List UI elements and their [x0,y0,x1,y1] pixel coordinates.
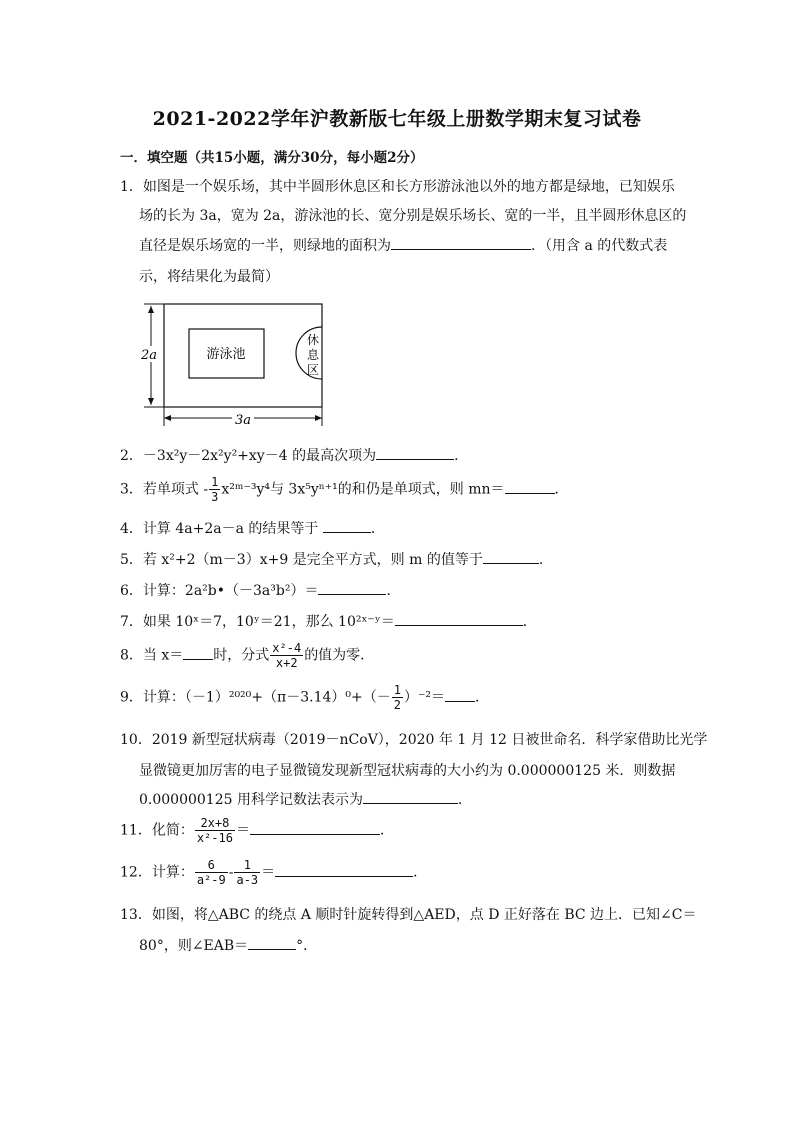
page-title: 2021-2022学年沪教新版七年级上册数学期末复习试卷 [152,108,642,130]
question-5: 5．若 x²+2（m－3）x+9 是完全平方式，则 m 的值等于 ． [120,552,553,568]
question-10-line-3: 0.000000125 用科学记数法表示为 ． [139,792,472,808]
question-13: 13．如图，将△ABC 的绕点 A 顺时针旋转得到△AED，点 D 正好落在 BC 边上．已知∠C＝ [120,907,697,923]
question-1-line-4: 示，将结果化为最简） [139,269,279,285]
question-1-line-3: 直径是娱乐场宽的一半，则绿地的面积为 ．（用含 a 的代数式表 [139,238,668,254]
answer-blank[interactable] [363,791,458,804]
question-1-line-2: 场的长为 3a，宽为 2a，游泳池的长、宽分别是娱乐场长、宽的一半，且半圆形休息区的 [139,208,687,224]
question-11: 11．化简： $\frac{2x+8}{\text{x²-16}}$ ＝ ． [120,816,394,845]
question-9: 9．计算：（－1）²⁰²⁰+（π－3.14）⁰+（－ $\frac{1}{2}$ ）⁻²＝ ． [120,683,489,712]
answer-blank[interactable] [395,613,523,626]
answer-blank[interactable] [275,864,413,877]
answer-blank[interactable] [323,520,371,533]
answer-blank[interactable] [250,822,380,835]
arrow-up-icon [148,306,154,313]
question-10-line-2: 显微镜更加厉害的电子显微镜发现新型冠状病毒的大小约为 0.000000125 米．则数据 [139,763,676,779]
width-label: 2a [140,348,158,363]
amusement-park-figure [136,298,336,432]
answer-blank[interactable] [248,937,296,950]
question-3: 3．若单项式 - $\frac{1}{3}$ x²ᵐ⁻³y⁴与 3x⁵yⁿ⁺¹的和仍是单项式，则 mn＝ ． [120,475,569,504]
question-12: 12．计算： $\frac{6}{\text{a²-9}}$ - $\frac{1}{a-3}$ ＝ ． [120,858,428,887]
arrow-left-icon [164,415,171,421]
rest-label-3: 区 [306,363,320,377]
question-1: 1．如图是一个娱乐场，其中半圆形休息区和长方形游泳池以外的地方都是绿地，已知娱乐 [120,179,675,195]
arrow-right-icon [315,415,322,421]
answer-blank[interactable] [391,237,531,250]
rest-label-2: 息 [306,348,320,362]
question-13-line-2: 80°，则∠EAB＝ °． [139,938,318,954]
question-8: 8．当 x＝ 时，分式 $\frac{\text{x²-4}}{x+2}$ 的值为零． [120,641,375,670]
question-4: 4．计算 4a+2a－a 的结果等于 ． [120,521,385,537]
answer-blank[interactable] [483,551,539,564]
question-number: 1． [120,179,143,195]
section-heading: 一．填空题（共15小题，满分30分，每小题2分） [120,150,424,166]
arrow-down-icon [148,398,154,405]
answer-blank[interactable] [376,447,454,460]
answer-blank[interactable] [318,582,386,595]
question-10: 10．2019 新型冠状病毒（2019－nCoV），2020 年 1 月 12 日被世命名．科学家借助比光学 [120,732,708,748]
question-2: 2．－3x²y－2x²y²+xy－4 的最高次项为 ． [120,448,469,464]
rest-label-1: 休 [306,333,320,347]
question-7: 7．如果 10ˣ＝7，10ʸ＝21，那么 10²ˣ⁻ʸ＝ ． [120,614,537,630]
answer-blank[interactable] [183,647,213,660]
pool-label: 游泳池 [206,347,246,362]
length-label: 3a [234,413,252,428]
question-6: 6．计算：2a²b•（－3a³b²）＝ ． [120,583,401,599]
answer-blank[interactable] [445,689,475,702]
answer-blank[interactable] [505,481,555,494]
